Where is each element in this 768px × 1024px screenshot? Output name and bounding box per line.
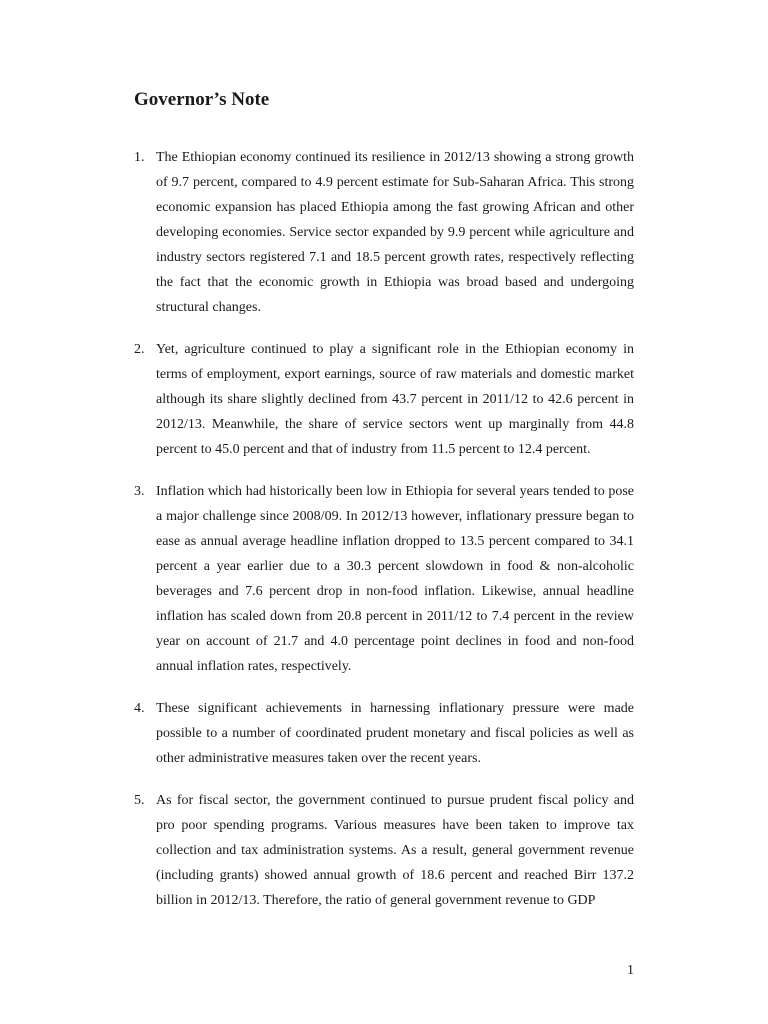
paragraph-2 [134, 337, 634, 462]
paragraph-text: As for fiscal sector, the government continued to pursue prudent fiscal policy and pro poor spending programs. Various measures have been taken to improve tax collection and tax administration systems. As a result, general government revenue (including grants) showed annual growth of 18.6 percent and reached Birr 137.2 billion in 2012/13. Therefore, the ratio of general government revenue to GDP [156, 793, 634, 908]
paragraph-number: 4. [134, 701, 145, 716]
numbered-paragraph-list [134, 145, 634, 930]
paragraph-number: 2. [134, 342, 145, 357]
page-number: 1 [627, 963, 634, 978]
paragraph-5 [134, 788, 634, 913]
paragraph-text: The Ethiopian economy continued its resilience in 2012/13 showing a strong growth of 9.7 percent, compared to 4.9 percent estimate for Sub-Saharan Africa. This strong economic expansion has placed Ethiopia among the fast growing African and other developing economies. Service sector expanded by 9.9 percent while agriculture and industry sectors registered 7.1 and 18.5 percent growth rates, respectively reflecting the fact that the economic growth in Ethiopia was broad based and undergoing structural changes. [156, 150, 634, 315]
paragraph-text: Yet, agriculture continued to play a significant role in the Ethiopian economy in terms of employment, export earnings, source of raw materials and domestic market although its share slightly declined from 43.7 percent in 2011/12 to 42.6 percent in 2012/13. Meanwhile, the share of service sectors went up marginally from 44.8 percent to 45.0 percent and that of industry from 11.5 percent to 12.4 percent. [156, 342, 634, 457]
paragraph-number: 5. [134, 793, 145, 808]
paragraph-number: 1. [134, 150, 145, 165]
paragraph-1 [134, 145, 634, 320]
paragraph-text: These significant achievements in harnessing inflationary pressure were made possible to a number of coordinated prudent monetary and fiscal policies as well as other administrative measures taken over the recent years. [156, 701, 634, 766]
paragraph-4 [134, 696, 634, 771]
paragraph-text: Inflation which had historically been low in Ethiopia for several years tended to pose a major challenge since 2008/09. In 2012/13 however, inflationary pressure began to ease as annual average headline inflation dropped to 13.5 percent compared to 34.1 percent a year earlier due to a 30.3 percent slowdown in food & non-alcoholic beverages and 7.6 percent drop in non-food inflation. Likewise, annual headline inflation has scaled down from 20.8 percent in 2011/12 to 7.4 percent in the review year on account of 21.7 and 4.0 percentage point declines in food and non-food annual inflation rates, respectively. [156, 484, 634, 674]
paragraph-3 [134, 479, 634, 679]
page-title: Governor’s Note [134, 89, 270, 110]
paragraph-number: 3. [134, 484, 145, 499]
